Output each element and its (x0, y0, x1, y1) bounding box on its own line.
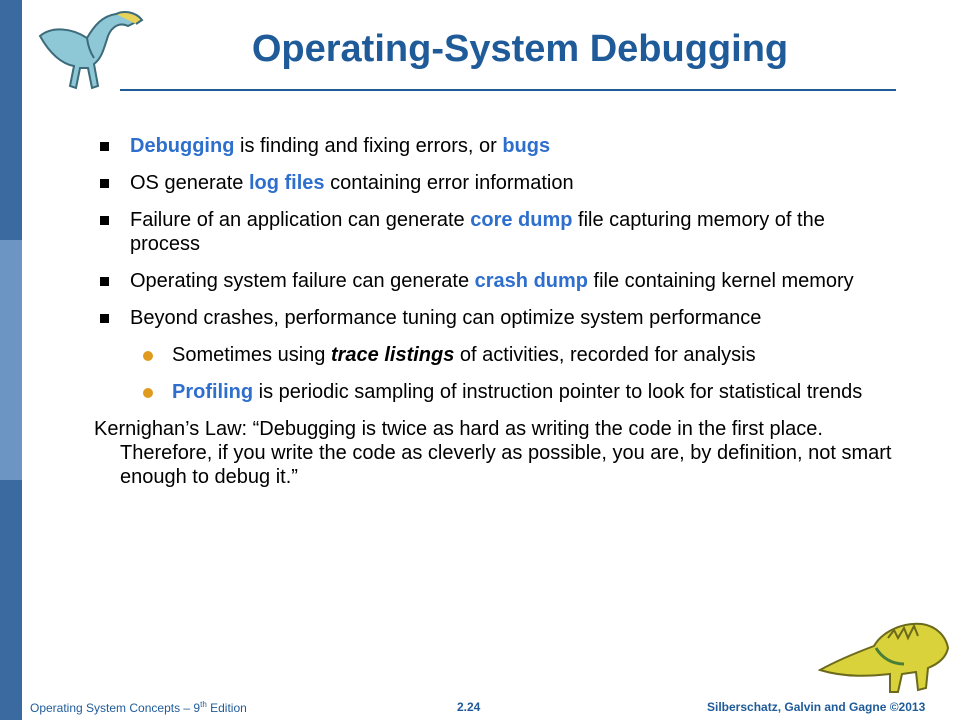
slide-content (94, 134, 894, 489)
footer-book-title-edition: Edition (206, 701, 247, 715)
sub-bullet-text: is periodic sampling of instruction pointer to look for statistical trends (253, 381, 863, 403)
bullet-text: Beyond crashes, performance tuning can optimize system performance (130, 307, 762, 329)
sub-bullet-item (94, 343, 894, 367)
keyword-crash-dump: crash dump (474, 270, 588, 292)
keyword-bugs: bugs (502, 135, 551, 157)
square-bullet-icon (100, 142, 109, 151)
bullet-text: file capturing memory of the process (130, 209, 825, 255)
square-bullet-icon (100, 277, 109, 286)
bullet-item (94, 171, 894, 195)
bullet-text: file containing kernel memory (588, 270, 854, 292)
bullet-text: Operating system failure can generate (130, 270, 475, 292)
footer-book-title-main: Operating System Concepts – 9 (30, 701, 201, 715)
slide-title: Operating-System Debugging (251, 28, 789, 70)
bullet-text: containing error information (324, 172, 574, 194)
keyword-debugging: Debugging (130, 135, 235, 157)
bullet-item (94, 306, 894, 330)
keyword-profiling: Profiling (172, 381, 254, 403)
title-underline (120, 89, 896, 91)
kernighans-law-quote: Kernighan’s Law: “Debugging is twice as hard as writing the code in the first place. Therefore, if you write the code as cleverly as possible, you are, by definition, not smart enough to debug it.” (94, 418, 892, 488)
left-sidebar-bar (0, 0, 22, 720)
bullet-item (94, 208, 894, 256)
sub-bullet-text: of activities, recorded for analysis (454, 344, 756, 366)
square-bullet-icon (100, 314, 109, 323)
footer-authors: Silberschatz, Galvin and Gagne ©2013 (707, 700, 926, 714)
dinosaur-bottom-right-icon (818, 618, 954, 700)
round-bullet-icon (143, 388, 153, 398)
round-bullet-icon (143, 351, 153, 361)
dinosaur-top-left-icon (32, 6, 150, 94)
bullet-item (94, 269, 894, 293)
square-bullet-icon (100, 179, 109, 188)
sidebar-light-band (0, 240, 22, 480)
footer-book-title-sup: th (200, 700, 207, 709)
bullet-text: is finding and fixing errors, or (234, 135, 503, 157)
sub-bullet-text: Sometimes using (172, 344, 331, 366)
bullet-item (94, 134, 894, 158)
keyword-log-files: log files (248, 172, 325, 194)
footer-book-title (30, 700, 247, 715)
square-bullet-icon (100, 216, 109, 225)
keyword-core-dump: core dump (470, 209, 573, 231)
sub-bullet-item (94, 380, 894, 404)
footer-page-number: 2.24 (457, 700, 481, 714)
bullet-text: OS generate (130, 172, 249, 194)
keyword-trace-listings: trace listings (330, 344, 455, 366)
bullet-text: Failure of an application can generate (130, 209, 471, 231)
